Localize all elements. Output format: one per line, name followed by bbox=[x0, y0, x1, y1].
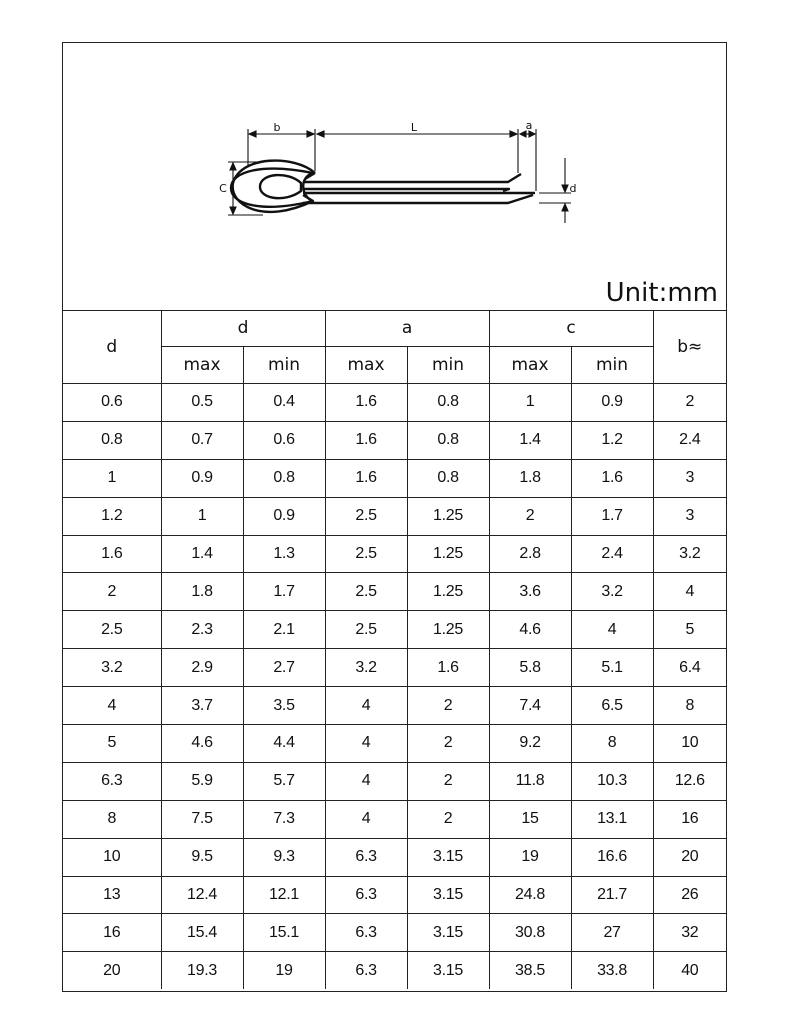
table-cell: 2.5 bbox=[325, 573, 407, 611]
table-cell: 1.25 bbox=[407, 573, 489, 611]
table-cell: 8 bbox=[63, 800, 161, 838]
table-cell: 5.9 bbox=[161, 762, 243, 800]
table-cell: 16 bbox=[63, 914, 161, 952]
table-cell: 2 bbox=[653, 384, 726, 422]
table-cell: 1.3 bbox=[243, 535, 325, 573]
table-cell: 13 bbox=[63, 876, 161, 914]
table-cell: 6.3 bbox=[325, 838, 407, 876]
header-sub-cell: max bbox=[489, 347, 571, 384]
header-group-c: c bbox=[489, 310, 653, 347]
table-cell: 5.8 bbox=[489, 649, 571, 687]
table-cell: 0.8 bbox=[407, 421, 489, 459]
cotter-pin-drawing bbox=[63, 43, 726, 311]
table-cell: 0.5 bbox=[161, 384, 243, 422]
table-cell: 20 bbox=[63, 952, 161, 989]
cotter-pin-spec-table bbox=[63, 310, 726, 989]
table-cell: 16 bbox=[653, 800, 726, 838]
unit-label: Unit:mm bbox=[605, 278, 718, 308]
table-cell: 3.5 bbox=[243, 687, 325, 725]
table-cell: 15 bbox=[489, 800, 571, 838]
header-group-a: a bbox=[325, 310, 489, 347]
header-d-nominal: d bbox=[63, 310, 161, 384]
table-cell: 6.3 bbox=[325, 952, 407, 989]
table-cell: 9.2 bbox=[489, 725, 571, 763]
table-cell: 3.2 bbox=[325, 649, 407, 687]
table-cell: 1 bbox=[161, 497, 243, 535]
table-cell: 4 bbox=[325, 687, 407, 725]
table-row bbox=[63, 725, 726, 763]
header-sub-cell: min bbox=[571, 347, 653, 384]
table-cell: 12.1 bbox=[243, 876, 325, 914]
header-sub-cell: min bbox=[243, 347, 325, 384]
table-cell: 24.8 bbox=[489, 876, 571, 914]
table-cell: 2.5 bbox=[325, 535, 407, 573]
table-cell: 5.1 bbox=[571, 649, 653, 687]
table-cell: 1.7 bbox=[243, 573, 325, 611]
table-cell: 0.8 bbox=[407, 384, 489, 422]
table-cell: 6.4 bbox=[653, 649, 726, 687]
table-cell: 1.6 bbox=[571, 459, 653, 497]
table-cell: 4 bbox=[63, 687, 161, 725]
table-cell: 0.9 bbox=[571, 384, 653, 422]
table-row bbox=[63, 611, 726, 649]
header-sub-cell: max bbox=[161, 347, 243, 384]
table-row bbox=[63, 876, 726, 914]
table-cell: 8 bbox=[653, 687, 726, 725]
table-cell: 1.6 bbox=[325, 384, 407, 422]
table-cell: 0.9 bbox=[243, 497, 325, 535]
dim-label-a: a bbox=[525, 119, 533, 132]
table-cell: 2.9 bbox=[161, 649, 243, 687]
table-cell: 9.3 bbox=[243, 838, 325, 876]
table-cell: 3.15 bbox=[407, 876, 489, 914]
table-cell: 4 bbox=[571, 611, 653, 649]
table-cell: 2 bbox=[407, 800, 489, 838]
table-cell: 10 bbox=[653, 725, 726, 763]
table-cell: 1.7 bbox=[571, 497, 653, 535]
table-cell: 2 bbox=[407, 725, 489, 763]
table-row bbox=[63, 838, 726, 876]
table-cell: 30.8 bbox=[489, 914, 571, 952]
table-cell: 5 bbox=[63, 725, 161, 763]
header-group-d: d bbox=[161, 310, 325, 347]
table-cell: 3.15 bbox=[407, 914, 489, 952]
table-cell: 16.6 bbox=[571, 838, 653, 876]
table-cell: 26 bbox=[653, 876, 726, 914]
table-cell: 15.1 bbox=[243, 914, 325, 952]
table-cell: 1.25 bbox=[407, 611, 489, 649]
table-cell: 1.2 bbox=[571, 421, 653, 459]
table-cell: 6.5 bbox=[571, 687, 653, 725]
table-cell: 1.25 bbox=[407, 535, 489, 573]
table-cell: 0.8 bbox=[63, 421, 161, 459]
header-row-sub bbox=[63, 347, 726, 384]
table-cell: 12.4 bbox=[161, 876, 243, 914]
table-cell: 19.3 bbox=[161, 952, 243, 989]
header-sub-cell: max bbox=[325, 347, 407, 384]
table-cell: 0.6 bbox=[243, 421, 325, 459]
table-cell: 10.3 bbox=[571, 762, 653, 800]
header-b-approx: b≈ bbox=[653, 310, 726, 384]
table-cell: 33.8 bbox=[571, 952, 653, 989]
table-cell: 4 bbox=[325, 800, 407, 838]
table-row bbox=[63, 459, 726, 497]
table-cell: 2.5 bbox=[325, 497, 407, 535]
table-cell: 2.7 bbox=[243, 649, 325, 687]
table-cell: 2 bbox=[489, 497, 571, 535]
table-row bbox=[63, 914, 726, 952]
table-cell: 27 bbox=[571, 914, 653, 952]
table-cell: 9.5 bbox=[161, 838, 243, 876]
table-cell: 6.3 bbox=[63, 762, 161, 800]
table-cell: 4.6 bbox=[161, 725, 243, 763]
table-cell: 4 bbox=[653, 573, 726, 611]
table-row bbox=[63, 800, 726, 838]
table-cell: 2 bbox=[63, 573, 161, 611]
table-cell: 1 bbox=[63, 459, 161, 497]
table-cell: 2.4 bbox=[653, 421, 726, 459]
table-cell: 0.7 bbox=[161, 421, 243, 459]
table-cell: 7.4 bbox=[489, 687, 571, 725]
table-row bbox=[63, 535, 726, 573]
table-cell: 20 bbox=[653, 838, 726, 876]
table-cell: 1.8 bbox=[489, 459, 571, 497]
table-cell: 3.6 bbox=[489, 573, 571, 611]
table-cell: 1 bbox=[489, 384, 571, 422]
table-row bbox=[63, 384, 726, 422]
table-cell: 19 bbox=[489, 838, 571, 876]
table-cell: 2.5 bbox=[63, 611, 161, 649]
table-cell: 4 bbox=[325, 762, 407, 800]
table-cell: 3.15 bbox=[407, 952, 489, 989]
table-cell: 2 bbox=[407, 762, 489, 800]
header-sub-cell: min bbox=[407, 347, 489, 384]
table-cell: 4.6 bbox=[489, 611, 571, 649]
dim-label-d: d bbox=[569, 182, 577, 195]
table-cell: 40 bbox=[653, 952, 726, 989]
cotter-pin-diagram bbox=[63, 43, 726, 310]
table-cell: 4.4 bbox=[243, 725, 325, 763]
table-cell: 3.2 bbox=[571, 573, 653, 611]
table-cell: 0.8 bbox=[407, 459, 489, 497]
table-cell: 5 bbox=[653, 611, 726, 649]
table-cell: 1.4 bbox=[161, 535, 243, 573]
table-cell: 21.7 bbox=[571, 876, 653, 914]
table-cell: 3 bbox=[653, 497, 726, 535]
table-cell: 1.2 bbox=[63, 497, 161, 535]
table-cell: 3.7 bbox=[161, 687, 243, 725]
table-cell: 7.3 bbox=[243, 800, 325, 838]
table-row bbox=[63, 497, 726, 535]
table-cell: 1.6 bbox=[63, 535, 161, 573]
dim-label-L: L bbox=[410, 121, 418, 134]
table-cell: 2 bbox=[407, 687, 489, 725]
table-cell: 13.1 bbox=[571, 800, 653, 838]
table-cell: 7.5 bbox=[161, 800, 243, 838]
table-cell: 38.5 bbox=[489, 952, 571, 989]
table-cell: 1.6 bbox=[325, 421, 407, 459]
table-cell: 2.5 bbox=[325, 611, 407, 649]
spec-sheet bbox=[62, 42, 727, 992]
table-cell: 1.6 bbox=[407, 649, 489, 687]
table-cell: 3.15 bbox=[407, 838, 489, 876]
table-cell: 4 bbox=[325, 725, 407, 763]
table-row bbox=[63, 573, 726, 611]
table-cell: 5.7 bbox=[243, 762, 325, 800]
table-cell: 2.8 bbox=[489, 535, 571, 573]
table-row bbox=[63, 687, 726, 725]
table-row bbox=[63, 762, 726, 800]
dim-label-c: C bbox=[219, 182, 227, 195]
table-cell: 1.6 bbox=[325, 459, 407, 497]
table-cell: 15.4 bbox=[161, 914, 243, 952]
table-cell: 11.8 bbox=[489, 762, 571, 800]
table-cell: 3.2 bbox=[63, 649, 161, 687]
table-cell: 0.4 bbox=[243, 384, 325, 422]
table-row bbox=[63, 421, 726, 459]
table-cell: 2.3 bbox=[161, 611, 243, 649]
table-cell: 10 bbox=[63, 838, 161, 876]
table-cell: 3 bbox=[653, 459, 726, 497]
table-cell: 2.1 bbox=[243, 611, 325, 649]
table-cell: 0.8 bbox=[243, 459, 325, 497]
table-cell: 2.4 bbox=[571, 535, 653, 573]
table-cell: 1.4 bbox=[489, 421, 571, 459]
table-cell: 19 bbox=[243, 952, 325, 989]
table-cell: 1.25 bbox=[407, 497, 489, 535]
table-cell: 32 bbox=[653, 914, 726, 952]
dim-label-b: b bbox=[273, 121, 281, 134]
table-row bbox=[63, 649, 726, 687]
table-cell: 8 bbox=[571, 725, 653, 763]
table-cell: 6.3 bbox=[325, 914, 407, 952]
header-row-top bbox=[63, 310, 726, 347]
table-row bbox=[63, 952, 726, 989]
table-cell: 0.9 bbox=[161, 459, 243, 497]
table-cell: 12.6 bbox=[653, 762, 726, 800]
table-cell: 1.8 bbox=[161, 573, 243, 611]
table-cell: 6.3 bbox=[325, 876, 407, 914]
table-cell: 3.2 bbox=[653, 535, 726, 573]
table-cell: 0.6 bbox=[63, 384, 161, 422]
